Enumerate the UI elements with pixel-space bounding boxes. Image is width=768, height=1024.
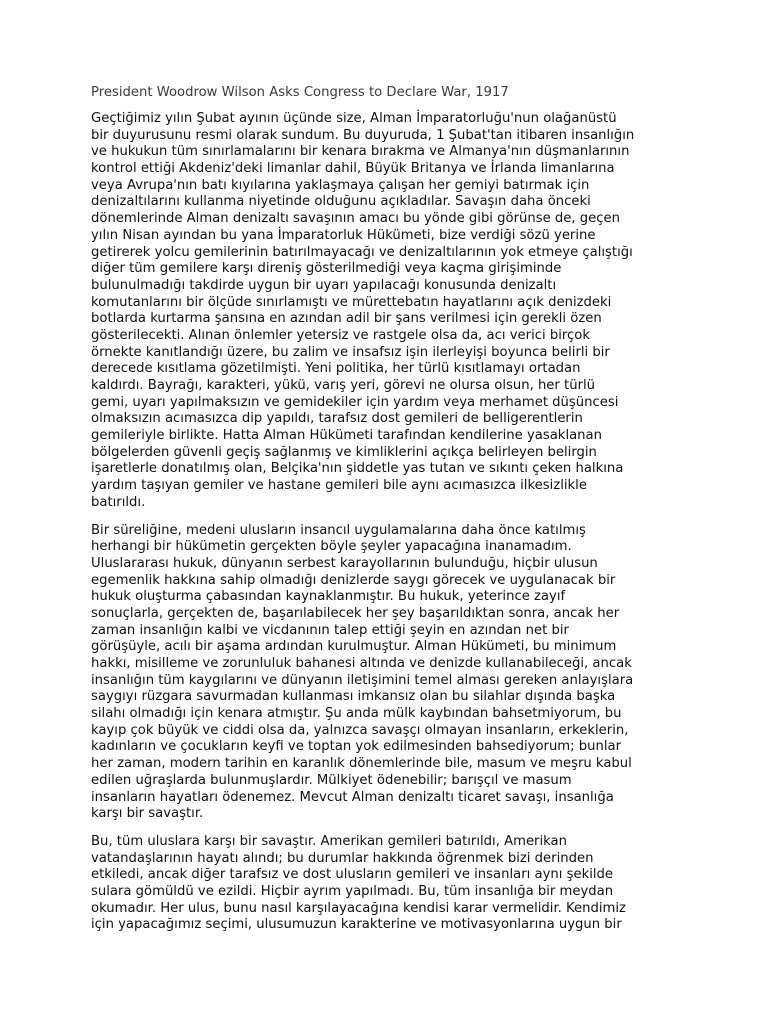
text-line: yılın Nisan ayından bu yana İmparatorluk Hükümeti, bize verdiği sözü yerine (91, 227, 596, 243)
text-line: getirerek yolcu gemilerinin batırılmayacağı ve denizaltılarının yok etmeye çalıştığı (91, 244, 633, 260)
document-page (91, 84, 681, 945)
text-line: bir duyurusunu resmi olarak sundum. Bu duyuruda, 1 Şubat'tan itibaren insanlığın (91, 127, 635, 143)
text-line: edilen uğraşlarda bulunmuşlardır. Mülkiyet ödenebilir; barışçıl ve masum (91, 772, 572, 788)
paragraph (91, 523, 681, 823)
text-line: karşı bir savaştır. (91, 806, 204, 822)
text-line: denizaltılarını kullanma niyetinde olduğunu açıkladılar. Savaşın daha önceki (91, 194, 591, 210)
text-line: bulunulmadığı takdirde uygun bir uyarı yapılacağı konusunda denizaltı (91, 277, 557, 293)
text-line: diğer tüm gemilere karşı direniş gösterilmediği veya kaçma girişiminde (91, 261, 562, 277)
text-line: insanlığın tüm kaygılarını ve dünyanın iletişimini temel alması gereken anlayışlara (91, 672, 634, 688)
text-line: komutanlarını bir ölçüde sınırlamıştı ve mürettebatın hayatlarını açık denizdeki (91, 294, 612, 310)
text-line: silahı olmadığı için kenara atmıştır. Şu anda mülk kaybından bahsetmiyorum, bu (91, 706, 622, 722)
text-line: herhangi bir hükümetin gerçekten böyle şeyler yapacağına inanamadım. (91, 539, 572, 555)
text-line: sulara gömüldü ve ezildi. Hiçbir ayrım yapılmadı. Bu, tüm insanlığa bir meydan (91, 883, 614, 899)
text-line: için yapacağımız seçimi, ulusumuzun karakterine ve motivasyonlarına uygun bir (91, 917, 622, 933)
text-line: görüşüyle, acılı bir aşama ardından kurulmuştur. Alman Hükümeti, bu minimum (91, 639, 617, 655)
text-line: her zaman, modern tarihin en karanlık dönemlerinde bile, masum ve meşru kabul (91, 756, 632, 772)
text-line: botlarda kurtarma şansına en azından adil bir şans verilmesi için gerekli özen (91, 311, 602, 327)
text-line: örnekte kanıtlandığı üzere, bu zalim ve insafsız işin ilerleyişi boyunca belirli bir (91, 344, 610, 360)
document-body (91, 111, 681, 934)
paragraph (91, 111, 681, 512)
text-line: derecede kısıtlama gözetilmişti. Yeni politika, her türlü kısıtlamayı ortadan (91, 361, 581, 377)
text-line: hukuk oluşturma çabasından kaynaklanmıştır. Bu hukuk, yeterince zayıf (91, 589, 566, 605)
text-line: işaretlerle donatılmış olan, Belçika'nın şiddetle yas tutan ve sıkıntı çeken halkına (91, 461, 624, 477)
text-line: insanların hayatları ödenemez. Mevcut Alman denizaltı ticaret savaşı, insanlığa (91, 789, 614, 805)
text-line: dönemlerinde Alman denizaltı savaşının amacı bu yönde gibi görünse de, geçen (91, 211, 620, 227)
text-line: kayıp çok büyük ve ciddi olsa da, yalnızca savaşçı olmayan insanların, erkeklerin, (91, 722, 629, 738)
paragraph (91, 834, 681, 934)
text-line: Bu, tüm uluslara karşı bir savaştır. Amerikan gemileri batırıldı, Amerikan (91, 833, 567, 849)
text-line: okumadır. Her ulus, bunu nasıl karşılayacağına kendisi karar vermelidir. Kendimiz (91, 900, 626, 916)
text-line: vatandaşlarının hayatı alındı; bu durumlar hakkında öğrenmek bizi derinden (91, 850, 594, 866)
text-line: kontrol ettiği Akdeniz'deki limanlar dahil, Büyük Britanya ve İrlanda limanlarına (91, 161, 615, 177)
text-line: kaldırdı. Bayrağı, karakteri, yükü, varış yeri, görevi ne olursa olsun, her türlü (91, 378, 596, 393)
text-line: hakkı, misilleme ve zorunluluk bahanesi altında ve denizde kullanabileceği, ancak (91, 656, 632, 671)
text-line: saygıyı rüzgara savurmadan kullanması imkansız olan bu silahlar dışında başka (91, 689, 616, 705)
text-line: Bir süreliğine, medeni ulusların insancıl uygulamalarına daha önce katılmış (91, 522, 586, 538)
text-line: Uluslararası hukuk, dünyanın serbest karayollarının bulunduğu, hiçbir ulusun (91, 555, 598, 571)
text-line: yardım taşıyan gemiler ve hastane gemileri bile aynı acımasızca ilkesizlikle (91, 478, 587, 494)
text-line: gösterilecekti. Alınan önlemler yetersiz ve rastgele olsa da, acı verici birçok (91, 327, 590, 343)
text-line: gemi, uyarı yapılmaksızın ve gemidekiler için yardım veya merhamet düşüncesi (91, 394, 619, 410)
text-line: etkiledi, ancak diğer tarafsız ve dost ulusların gemileri ve insanları aynı şekilde (91, 867, 614, 883)
text-line: kadınların ve çocukların keyfi ve toptan yok edilmesinden bahsediyorum; bunlar (91, 739, 622, 755)
text-line: batırıldı. (91, 494, 146, 510)
text-line: egemenlik hakkına sahip olmadığı denizlerde saygı görecek ve uygulanacak bir (91, 572, 616, 588)
text-line: olmaksızın acımasızca dip yapıldı, tarafsız dost gemileri de belligerentlerin (91, 411, 583, 427)
document-title: President Woodrow Wilson Asks Congress to Declare War, 1917 (91, 85, 509, 100)
text-line: zaman insanlığın kalbi ve vicdanının talep ettiği şeyin en azından net bir (91, 622, 569, 638)
text-line: bölgelerden güvenli geçiş sağlanmış ve kimliklerini açıkça belirleyen belirgin (91, 444, 597, 460)
text-line: ve hukukun tüm sınırlamalarını bir kenara bırakma ve Almanya'nın düşmanlarının (91, 144, 630, 160)
text-line: veya Avrupa'nın batı kıyılarına yaklaşmaya çalışan her gemiyi batırmak için (91, 177, 590, 193)
text-line: Geçtiğimiz yılın Şubat ayının üçünde size, Alman İmparatorluğu'nun olağanüstü (91, 111, 617, 126)
text-line: gemileriyle birlikte. Hatta Alman Hükümeti tarafından kendilerine yasaklanan (91, 428, 602, 444)
text-line: sonuçlarla, gerçekten de, başarılabilecek her şey başarıldıktan sonra, ancak her (91, 605, 620, 621)
